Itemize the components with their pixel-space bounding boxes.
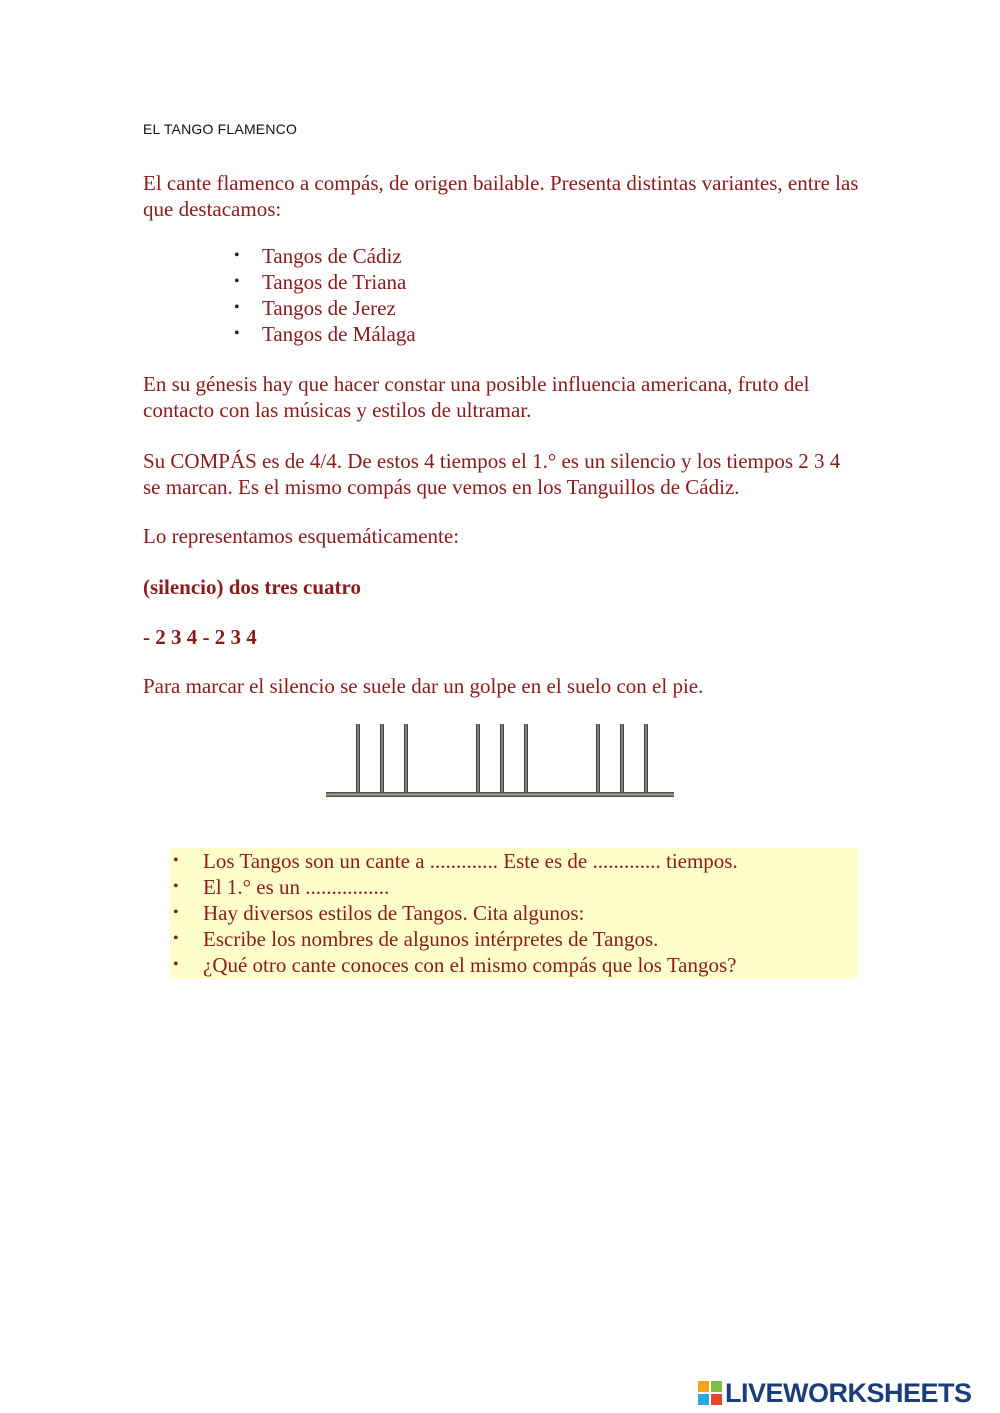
rhythm-stroke	[644, 724, 648, 794]
list-item: • Tangos de Triana	[234, 270, 407, 294]
rhythm-stroke	[524, 724, 528, 794]
liveworksheets-watermark	[698, 1378, 972, 1408]
bullet-icon: •	[234, 247, 240, 264]
silence-note: Para marcar el silencio se suele dar un golpe en el suelo con el pie.	[143, 674, 704, 698]
compas-paragraph: Su COMPÁS es de 4/4. De estos 4 tiempos el 1.° es un silencio y los tiempos 2 3 4 se marcan. Es el mismo compás que vemos en los Tanguillos de Cádiz.	[143, 449, 841, 499]
bullet-icon: •	[173, 956, 179, 973]
list-item: • Los Tangos son un cante a ............. Este es de ............. tiempos.	[173, 849, 738, 873]
rhythm-stroke	[620, 724, 624, 794]
bullet-icon: •	[173, 852, 179, 869]
document-title: EL TANGO FLAMENCO	[143, 121, 298, 137]
rhythm-stroke	[500, 724, 504, 794]
rhythm-stroke	[380, 724, 384, 794]
list-item: • Hay diversos estilos de Tangos. Cita algunos:	[173, 901, 585, 925]
bullet-icon: •	[173, 930, 179, 947]
intro-paragraph: El cante flamenco a compás, de origen bailable. Presenta distintas variantes, entre las que destacamos:	[143, 171, 859, 221]
rhythm-baseline	[326, 792, 674, 797]
rhythm-diagram	[322, 718, 678, 804]
list-item: • Tangos de Málaga	[234, 322, 416, 346]
exercise-box	[170, 848, 858, 979]
list-item: • Tangos de Cádiz	[234, 244, 402, 268]
bullet-icon: •	[234, 325, 240, 342]
liveworksheets-logo-icon	[698, 1381, 722, 1405]
schema-words: (silencio) dos tres cuatro	[143, 575, 361, 599]
schema-intro: Lo representamos esquemáticamente:	[143, 524, 460, 548]
variants-list	[232, 243, 416, 347]
rhythm-stroke	[356, 724, 360, 794]
bullet-icon: •	[173, 878, 179, 895]
watermark-text: LIVEWORKSHEETS	[725, 1377, 972, 1408]
rhythm-stroke	[596, 724, 600, 794]
schema-numbers: - 2 3 4 - 2 3 4	[143, 625, 257, 649]
rhythm-stroke	[476, 724, 480, 794]
exercise-list	[170, 848, 738, 978]
bullet-icon: •	[234, 273, 240, 290]
genesis-paragraph: En su génesis hay que hacer constar una posible influencia americana, fruto del contacto con las músicas y estilos de ultramar.	[143, 372, 810, 422]
list-item: • Tangos de Jerez	[234, 296, 396, 320]
rhythm-stroke	[404, 724, 408, 794]
list-item: • El 1.° es un ................	[173, 875, 390, 899]
bullet-icon: •	[173, 904, 179, 921]
list-item: • ¿Qué otro cante conoces con el mismo compás que los Tangos?	[173, 953, 737, 977]
bullet-icon: •	[234, 299, 240, 316]
list-item: • Escribe los nombres de algunos intérpretes de Tangos.	[173, 927, 659, 951]
